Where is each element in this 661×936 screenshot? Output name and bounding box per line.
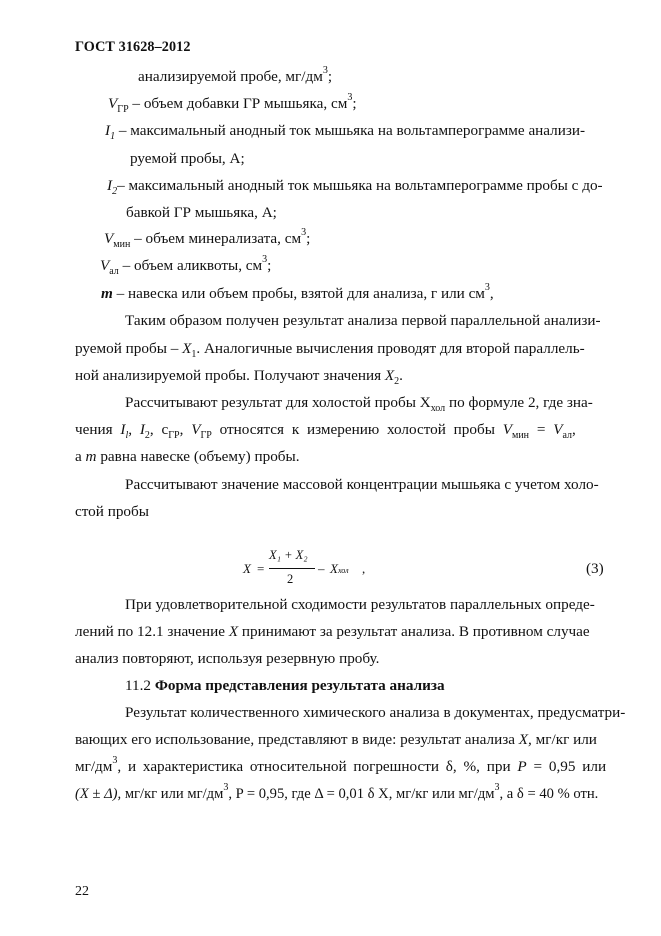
paragraph-line: ной анализируемой пробы. Получают значения $X_2$. [75,367,403,388]
section-number: 11.2 [125,677,152,694]
section-title: Форма представления результата анализа [154,677,445,694]
formula-numerator: X₁ + X₂ [269,548,308,562]
formula-lhs: X [243,561,251,576]
formula-minus: – [318,561,325,576]
definition-i1: $I_1$ – максимальный анодный ток мышьяка на вольтамперограмме анализи- [105,122,586,143]
paragraph-line: вающих его использование, представляют в виде: результат анализа X, мг/кг или [75,731,597,748]
paragraph-line: чения $I_l$, $I_2$, $с_{ГР}$, $V_{ГР}$ относятся к измерению холостой пробы $V_{мин} = V_{ал}$, [75,421,576,442]
formula-x-blank: Xхол [330,561,349,576]
formula-denominator: 2 [287,572,294,586]
definition-v-al: $V_{ал}$ – объем аликвоты, $см^3$; [100,253,272,278]
paragraph-line: (X ± Δ), мг/кг или $мг/дм^3$, P = 0,95, где Δ = 0,01 δ X, мг/кг или $мг/дм^3$, а δ = 40 % отн. [75,782,599,802]
paragraph-line: руемой пробы – $X_1$. Аналогичные вычисления проводят для второй параллель- [75,340,585,361]
definition-v-min: $V_{мин}$ – объем минерализата, $см^3$; [104,226,311,251]
section-heading [125,677,445,695]
paragraph-line: анализ повторяют, используя резервную пробу. [75,650,380,667]
formula-number: (3) [586,560,604,577]
formula-3 [243,548,373,592]
paragraph-line: $мг/дм^3$, и характеристика относительной погрешности δ, %, при P = 0,95 или [75,754,607,775]
paragraph-line: а т равна навеске (объему) пробы. [75,448,300,465]
paragraph-line: Таким образом получен результат анализа первой параллельной анализи- [125,312,601,329]
definition-i2: $I_2-$ максимальный анодный ток мышьяка на вольтамперограмме пробы с до- [107,177,603,198]
definition-m: m – навеска или объем пробы, взятой для анализа, г или $см^3$, [101,281,494,302]
paragraph-line: лений по 12.1 значение X принимают за результат анализа. В противном случае [75,623,590,640]
formula-fraction-bar [269,568,315,569]
definition-continuation: анализируемой пробе, $мг/дм^3$; [138,64,333,85]
paragraph-line: Рассчитывают значение массовой концентрации мышьяка с учетом холо- [125,476,599,493]
paragraph-line: стой пробы [75,503,149,520]
document-header: ГОСТ 31628–2012 [75,39,191,55]
definition-v-gr: $V_{ГР}$ – объем добавки ГР мышьяка, $см^3$; [108,91,357,116]
definition-i1-continuation: руемой пробы, А; [130,150,245,167]
paragraph-line: Рассчитывают результат для холостой пробы $Х_{хол}$ по формуле 2, где зна- [125,394,593,415]
page-number: 22 [75,884,89,899]
paragraph-line: Результат количественного химического анализа в документах, предусматри- [125,704,626,721]
formula-equals: = [257,561,265,576]
definition-i2-continuation: бавкой ГР мышьяка, А; [126,204,277,221]
paragraph-line: При удовлетворительной сходимости результатов параллельных опреде- [125,596,595,613]
formula-comma: , [362,561,366,576]
